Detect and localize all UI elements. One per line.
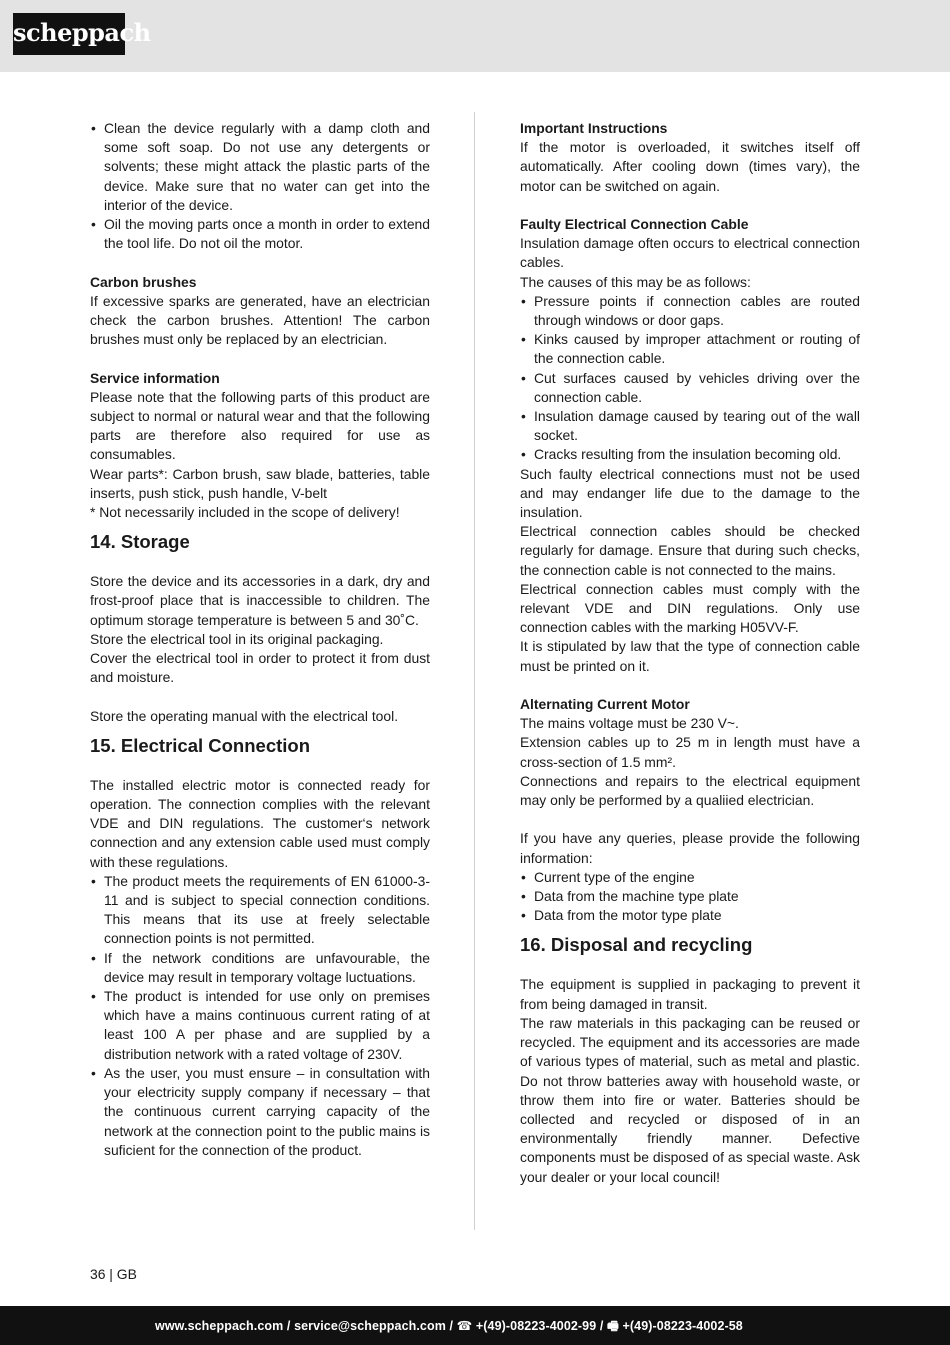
storage-text-3: Cover the electrical tool in order to protect it from dust and moisture. — [90, 650, 430, 686]
footer-contact: www.scheppach.com / service@scheppach.com / ☎ +(49)-08223-4002-99 / 🖷 +(49)-08223-4002-58 — [155, 1319, 743, 1333]
electrical-connection-list — [90, 872, 430, 1160]
list-item: • Current type of the engine — [520, 868, 860, 887]
faulty-cable-heading: Faulty Electrical Connection Cable — [520, 216, 749, 232]
list-item: • The product meets the requirements of EN 61000-3-11 and is subject to special connection conditions. This means that its use at freely selectable connection points is not permitted. — [90, 872, 430, 949]
footer-bar — [0, 1306, 950, 1345]
important-instructions-text: If the motor is overloaded, it switches itself off automatically. After cooling down (times vary), the motor can be switched on again. — [520, 139, 860, 194]
faulty-cable-text-4: Electrical connection cables should be checked regularly for damage. Ensure that during such checks, the connection cable is not connected to the mains. — [520, 523, 860, 578]
storage-heading: 14. Storage — [90, 531, 190, 553]
ac-motor-heading: Alternating Current Motor — [520, 696, 690, 713]
service-info-text: Please note that the following parts of this product are subject to normal or natural wear and that the following parts are therefore also required for use as consumables. — [90, 388, 430, 463]
list-item: • As the user, you must ensure – in consultation with your electricity supply company if necessary – that the continuous current carrying capacity of the network at the connection point to the public mains is suficient for the connection of the product. — [90, 1064, 430, 1160]
list-item: • If the network conditions are unfavourable, the device may result in temporary voltage luctuations. — [90, 949, 430, 987]
list-item: • Insulation damage caused by tearing out of the wall socket. — [520, 407, 860, 445]
disposal-text-1: The equipment is supplied in packaging to prevent it from being damaged in transit. — [520, 976, 860, 1012]
list-item: • Oil the moving parts once a month in order to extend the tool life. Do not oil the motor. — [90, 215, 430, 253]
delivery-note: * Not necessarily included in the scope of delivery! — [90, 504, 400, 521]
list-item: • Pressure points if connection cables are routed through windows or door gaps. — [520, 292, 860, 330]
list-item: • Kinks caused by improper attachment or routing of the connection cable. — [520, 330, 860, 368]
ac-motor-text-3: Connections and repairs to the electrical equipment may only be performed by a qualiied electrician. — [520, 772, 860, 809]
faulty-cable-text-6: It is stipulated by law that the type of connection cable must be printed on it. — [520, 638, 860, 674]
ac-motor-text-2: Extension cables up to 25 m in length must have a cross-section of 1.5 mm². — [520, 734, 860, 770]
faulty-cable-text-2: The causes of this may be as follows: — [520, 273, 751, 290]
electrical-connection-text: The installed electric motor is connected ready for operation. The connection complies with the relevant VDE and DIN regulations. The customer‘s network connection and any extension cable used must comply with these regulations. — [90, 776, 430, 870]
electrical-connection-heading: 15. Electrical Connection — [90, 734, 311, 756]
list-item: • Data from the motor type plate — [520, 906, 860, 925]
carbon-brushes-text: If excessive sparks are generated, have an electrician check the carbon brushes. Attention! The carbon brushes must only be replaced by an electrician. — [90, 292, 430, 348]
page-number: 36 | GB — [90, 1266, 137, 1282]
list-item: • Cracks resulting from the insulation becoming old. — [520, 445, 860, 464]
faulty-cable-text-5: Electrical connection cables must comply with the relevant VDE and DIN regulations. Only use connection cables with the marking H05VV-F. — [520, 580, 860, 636]
disposal-text-2: The raw materials in this packaging can be reused or recycled. The equipment and its accessories are made of various types of material, such as metal and plastic. Do not throw batteries away with household waste, or throw them into fire or water. Batteries should be collected and recycled or disposed of in an environmentally friendly manner. Defective components must be disposed of as special waste. Ask your dealer or your local council! — [520, 1014, 860, 1185]
list-item: • The product is intended for use only on premises which have a mains continuous current rating of at least 100 A per phase and are supplied by a distribution network with a rated voltage of 230V. — [90, 987, 430, 1064]
brand-logo: scheppach — [13, 13, 125, 55]
list-item: • Cut surfaces caused by vehicles driving over the connection cable. — [520, 369, 860, 407]
faulty-cable-causes-list — [520, 292, 860, 465]
right-column — [520, 119, 860, 1187]
maintenance-list — [90, 119, 430, 253]
ac-motor-text-4: If you have any queries, please provide the following information: — [520, 830, 860, 866]
left-column — [90, 119, 430, 1160]
important-instructions-heading: Important Instructions — [520, 120, 668, 136]
carbon-brushes-heading: Carbon brushes — [90, 273, 197, 290]
faulty-cable-text-3: Such faulty electrical connections must not be used and may endanger life due to the damage to the insulation. — [520, 465, 860, 521]
ac-motor-text-1: The mains voltage must be 230 V~. — [520, 715, 739, 732]
list-item: • Data from the machine type plate — [520, 887, 860, 906]
service-info-heading: Service information — [90, 369, 220, 386]
page-header — [0, 0, 950, 72]
list-item: • Clean the device regularly with a damp cloth and some soft soap. Do not use any detergents or solvents; these might attack the plastic parts of the device. Make sure that no water can get into the interior of the device. — [90, 119, 430, 215]
query-info-list — [520, 868, 860, 926]
column-divider — [474, 112, 475, 1230]
wear-parts-text: Wear parts*: Carbon brush, saw blade, batteries, table inserts, push stick, push handle, V-belt — [90, 465, 430, 501]
storage-text-4: Store the operating manual with the electrical tool. — [90, 707, 399, 724]
faulty-cable-text-1: Insulation damage often occurs to electrical connection cables. — [520, 235, 860, 271]
disposal-heading: 16. Disposal and recycling — [520, 934, 753, 956]
storage-text-1: Store the device and its accessories in a dark, dry and frost-proof place that is inaccessible to children. The optimum storage temperature is between 5 and 30˚C. — [90, 573, 430, 628]
storage-text-2: Store the electrical tool in its original packaging. — [90, 630, 384, 647]
